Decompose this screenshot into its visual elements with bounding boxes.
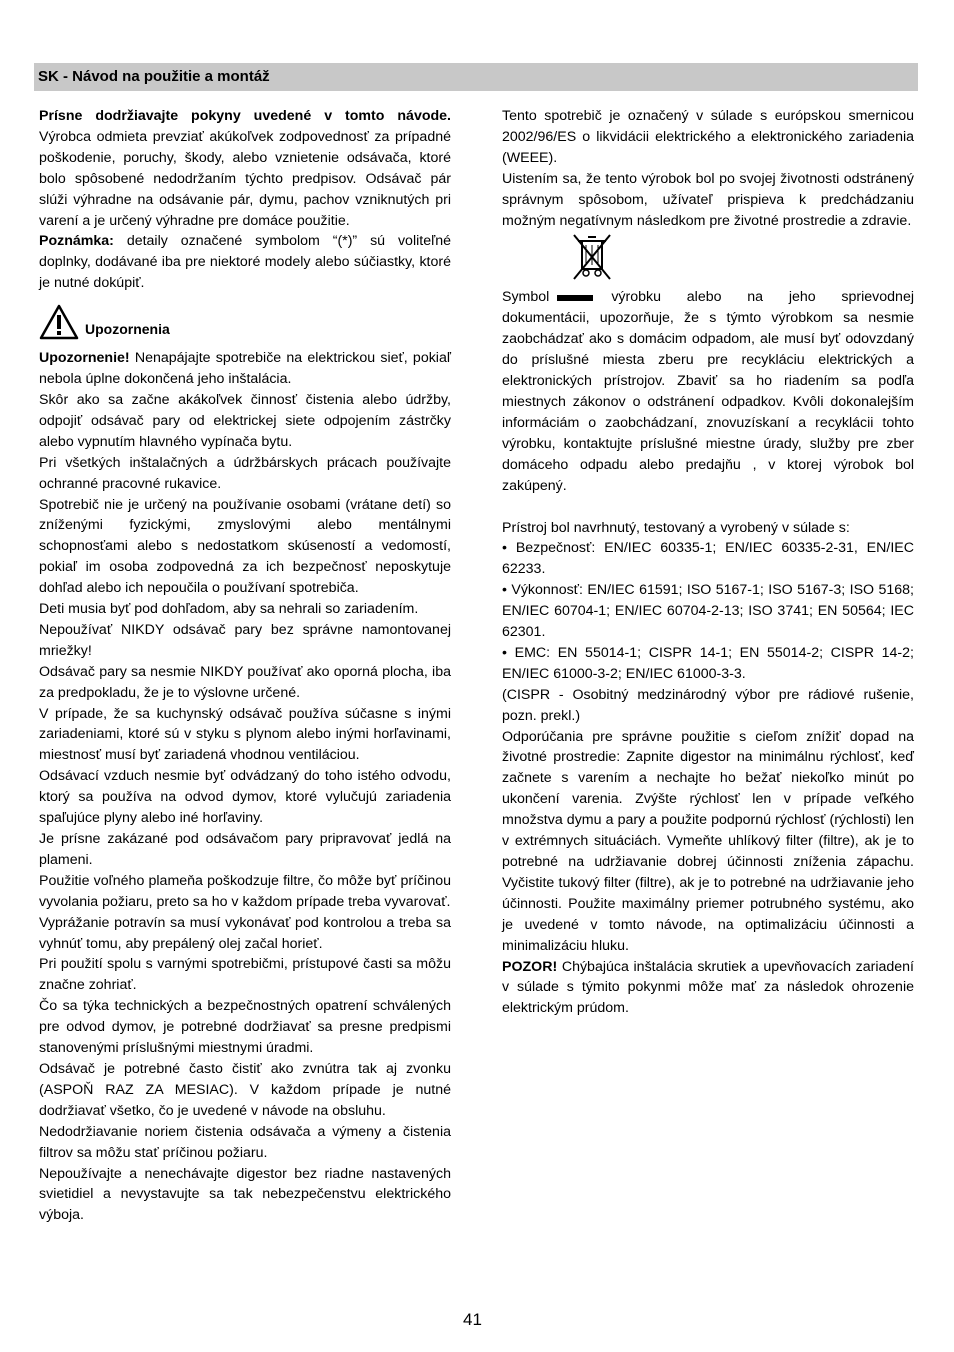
paragraph: Pri použití spolu s varnými spotrebičmi, prístupové časti sa môžu značne zohriať. (39, 956, 451, 994)
pozor-text: Chýbajúca inštalácia skrutiek a upevňovacích zariadení v súlade s týmito pokynmi môže mať za následok ohrozenie elektrickým prúdom. (502, 958, 914, 1017)
warning-bold: Upozornenie! (39, 350, 130, 367)
warning-paragraph (39, 348, 451, 390)
paragraph: Uistením sa, že tento výrobok bol po svojej životnosti odstránený správnym spôsobom, užívateľ prispieva k predchádzaniu možným negatívnym následkom pre životné prostredie a zdravie. (502, 170, 914, 229)
paragraph: V prípade, že sa kuchynský odsávač používa súčasne s inými zariadeniami, ktoré sú v styku s plynom alebo inými horľavinami, miestnosť musí byť zariadená vhodnou ventiláciou. (39, 705, 451, 764)
paragraph: • EMC: EN 55014-1; CISPR 14-1; EN 55014-2; CISPR 14-2; EN/IEC 61000-3-2; EN/IEC 61000-3-3. (502, 644, 914, 682)
paragraph: Použitie voľného plameňa poškodzuje filtre, čo môže byť príčinou vyvolania požiaru, preto sa ho v každom prípade treba vyvarovať. (39, 872, 451, 910)
paragraph: Odsávací vzduch nesmie byť odvádzaný do toho istého odvodu, ktorý sa používa na odvod dymov, ktoré vylučujú zariadenia spaľujúce plyny alebo iné horľaviny. (39, 768, 451, 827)
paragraph: Vyprážanie potravín sa musí vykonávať pod kontrolou a treba sa vyhnúť tomu, aby prepálený olej začal horieť. (39, 914, 451, 952)
paragraph: (CISPR - Osobitný medzinárodný výbor pre rádiové rušenie, pozn. prekl.) (502, 686, 914, 724)
paragraph: Pri všetkých inštalačných a údržbárskych prácach používajte ochranné pracovné rukavice. (39, 454, 451, 492)
paragraph: Odsávač pary sa nesmie NIKDY používať ako oporná plocha, iba za predpokladu, že je to výslovne určené. (39, 663, 451, 701)
paragraph: Spotrebič nie je určený na používanie osobami (vrátane detí) so zníženými fyzickými, zmyslovými alebo mentálnymi schopnosťami alebo s nedostatkom skúseností a vedomostí, pokiaľ im osoba zodpovedná za ich bezpečnosť neposkytuje dohľad alebo ich nepoučila o používaní spotrebiča. (39, 496, 451, 597)
pozor-bold: POZOR! (502, 958, 558, 975)
paragraph: Odporúčania pre správne použitie s cieľom znížiť dopad na životné prostredie: Zapnite digestor na minimálnu rýchlosť, keď začnete s varením a nechajte ho bežať niekoľko minút po ukončení varenia. Zvýšte rýchlosť len v prípade veľkého množstva dymu a pary a použite podpornú rýchlosť (rýchlosti) len v extrémnych situáciách. Vymeňte uhlíkový filter (filtre), ak je to potrebné na udržiavanie dobrej účinnosti zníženia zápachu. Vyčistite tukový filter (filtre), ak je to potrebné na udržiavanie jeho účinnosti. Použite maximálny priemer potrubného systému, ako je uvedené v tomto návode, na optimalizáciu účinnosti a minimalizáciu hluku. (502, 728, 914, 954)
paragraph: • Bezpečnosť: EN/IEC 60335-1; EN/IEC 60335-2-31, EN/IEC 62233. (502, 540, 914, 578)
crossed-bin-icon (568, 231, 616, 283)
paragraph: Skôr ako sa začne akákoľvek činnosť čistenia alebo údržby, odpojiť odsávač pary od elektrickej siete odpojením zástrčky alebo vypnutím hlavného vypínača bytu. (39, 391, 451, 450)
paragraph: Tento spotrebič je označený v súlade s európskou smernicou 2002/96/ES o likvidácii elektrického a elektronického zariadenia (WEEE). (502, 108, 914, 166)
intro-paragraph (39, 106, 451, 231)
intro-text: Výrobca odmieta prevziať akúkoľvek zodpovednosť za prípadné poškodenie, poruchy, škody, alebo vznietenie odsávača, ktoré bolo spôsobené nedodržaním týchto predpisov. Odsávač pár slúži výhradne na odsávanie pár, dymu, pachov vzniknutých pri varení a je určený výhradne pre domáce použitie. (39, 128, 451, 229)
paragraph: Prístroj bol navrhnutý, testovaný a vyrobený v súlade s: (502, 519, 850, 536)
paragraph: Nepoužívať NIKDY odsávač pary bez správne namontovanej mriežky! (39, 621, 451, 659)
intro-bold: Prísne dodržiavajte pokyny uvedené v tomto návode. (39, 108, 451, 124)
pozor-paragraph (502, 957, 914, 1020)
warning-triangle-icon (39, 304, 79, 340)
symbol-label: Symbol (502, 289, 550, 306)
warning-heading-row (39, 304, 451, 348)
right-column (502, 106, 914, 1019)
spacer (502, 497, 914, 518)
paragraph: Nedodržiavanie noriem čistenia odsávača a výmeny a čistenia filtrov sa môžu stať príčinou požiaru. (39, 1123, 451, 1161)
paragraph: Odsávač je potrebné často čistiť ako zvnútra tak aj zvonku (ASPOŇ RAZ ZA MESIAC). V každom prípade je nutné dodržiavať všetko, čo je uvedené v návode na obsluhu. (39, 1060, 451, 1119)
paragraph: Čo sa týka technických a bezpečnostných opatrení schválených pre odvod dymov, je potrebné dodržiavať sa presne predpismi stanovenými príslušnými miestnymi úradmi. (39, 998, 451, 1057)
note-paragraph (39, 231, 451, 294)
paragraph: • Výkonnosť: EN/IEC 61591; ISO 5167-1; ISO 5167-3; ISO 5168; EN/IEC 60704-1; EN/IEC 60704-2-13; ISO 3741; EN 50564; IEC 62301. (502, 582, 914, 641)
paragraph: Deti musia byť pod dohľadom, aby sa nehrali so zariadením. (39, 601, 419, 618)
paragraph: Je prísne zakázané pod odsávačom pary pripravovať jedlá na plameni. (39, 831, 451, 868)
symbol-text: výrobku alebo na jeho sprievodnej dokumentácii, upozorňuje, že s týmto výrobkom sa nesmie zaobchádzať ako s domácim odpadom, ale musí byť odovzdaný do príslušné miesta zberu pre recykláciu elektrických a elektronických prístrojov. Zbaviť sa ho riadením sa podľa miestnych zákonov o odstránení odpadkov. Kvôli dokonalejším informáciám o zaobchádzaní, znovuzískaní a recyklácii tohto výrobku, kontaktujte príslušné miestne úrady, služby pre zber domáceho odpadu alebo predajňu , v ktorej výrobok bol zakúpený. (502, 289, 914, 494)
page-number: 41 (463, 1310, 482, 1329)
note-text: detaily označené symbolom “(*)” sú voliteľné doplnky, dodávané iba pre niektoré modely alebo súčiastky, ktoré je nutné dokúpiť. (39, 233, 451, 292)
warning-text: Nenapájajte spotrebiče na elektrickou sieť, pokiaľ nebola úplne dokončená jeho inštalácia. (39, 350, 451, 388)
weee-symbol-row (502, 231, 914, 287)
section-header-bar (34, 63, 918, 91)
note-label: Poznámka: (39, 233, 114, 250)
warning-heading: Upozornenia (85, 321, 170, 338)
left-column (39, 106, 451, 1226)
weee-bar-icon (557, 295, 593, 301)
paragraph: Nepoužívajte a nenechávajte digestor bez riadne nastavených svietidiel a nevystavujte sa tak nebezpečenstvu elektrického výboja. (39, 1165, 451, 1224)
symbol-paragraph (502, 287, 914, 496)
section-title: SK - Návod na použitie a montáž (38, 68, 270, 85)
